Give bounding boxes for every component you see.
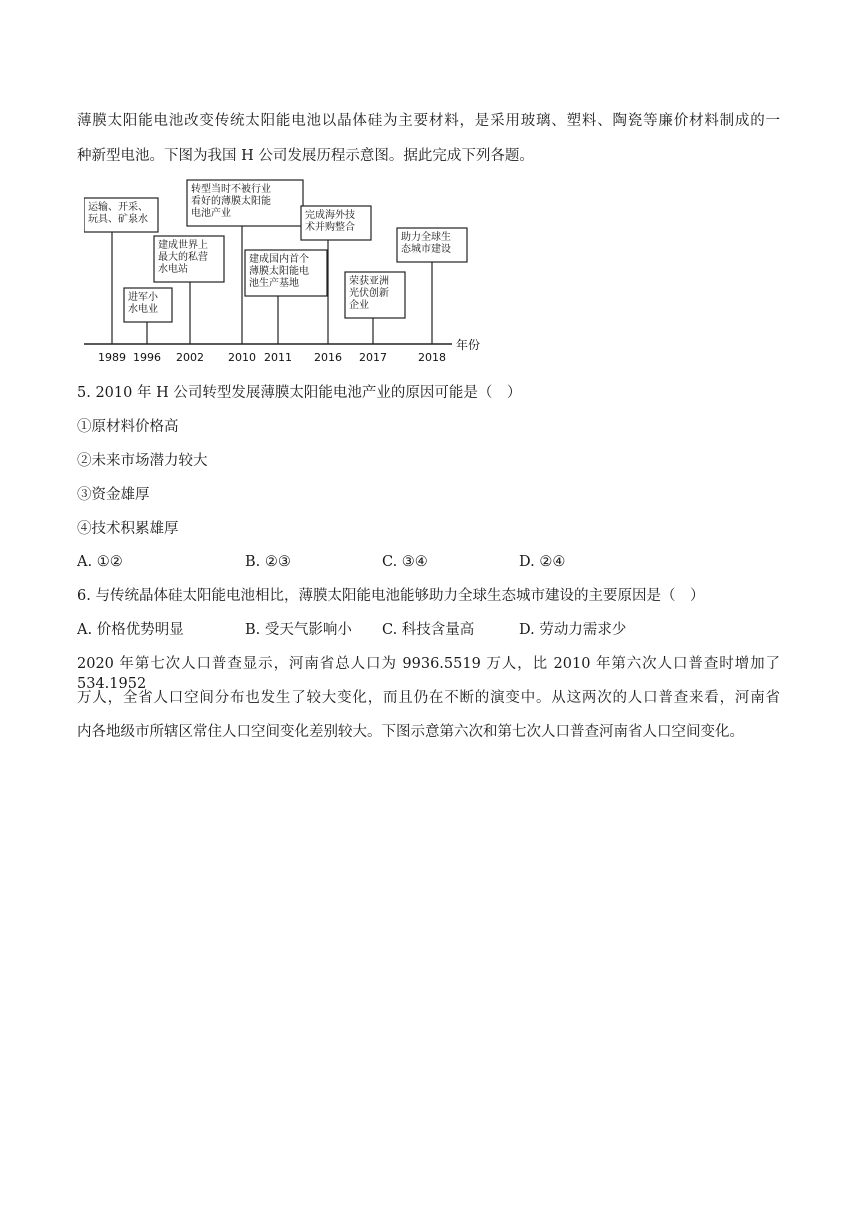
timeline-event-text: 进军小 (128, 292, 158, 303)
q6-option-b[interactable]: B. 受天气影响小 (245, 622, 352, 638)
intro-line-1: 薄膜太阳能电池改变传统太阳能电池以晶体硅为主要材料，是采用玻璃、塑料、陶瓷等廉价材料制成的一 (77, 113, 780, 129)
timeline-year-label: 2002 (176, 351, 204, 364)
q5-option-b[interactable]: B. ②③ (245, 554, 291, 570)
q5-item-2: ②未来市场潜力较大 (77, 453, 208, 469)
timeline-year-label: 2016 (314, 351, 342, 364)
q5-item-3: ③资金雄厚 (77, 487, 150, 503)
timeline-year-label: 1996 (133, 351, 161, 364)
question-6-stem: 6. 与传统晶体硅太阳能电池相比，薄膜太阳能电池能够助力全球生态城市建设的主要原因是（ ） (77, 588, 705, 604)
timeline-event-text: 建成世界上 (158, 240, 208, 251)
intro-line-2: 种新型电池。下图为我国 H 公司发展历程示意图。据此完成下列各题。 (77, 148, 534, 164)
timeline-event-text: 电池产业 (191, 208, 231, 219)
timeline-year-label: 1989 (98, 351, 126, 364)
timeline-event-text: 企业 (349, 300, 369, 311)
company-timeline-diagram (84, 176, 504, 368)
timeline-event-text: 态城市建设 (401, 244, 451, 255)
timeline-year-label: 2010 (228, 351, 256, 364)
timeline-event-text: 水电站 (158, 264, 188, 275)
timeline-year-label: 2018 (418, 351, 446, 364)
timeline-year-label: 2017 (359, 351, 387, 364)
timeline-event-text: 术并购整合 (305, 222, 355, 233)
timeline-event-text: 运输、开采、 (88, 202, 148, 213)
q5-option-a[interactable]: A. ①② (77, 554, 123, 570)
timeline-event-2011 (245, 250, 327, 364)
timeline-event-text: 助力全球生 (401, 232, 451, 243)
q5-option-c[interactable]: C. ③④ (382, 554, 428, 570)
timeline-year-label: 2011 (264, 351, 292, 364)
q5-item-1: ①原材料价格高 (77, 419, 179, 435)
timeline-event-text: 转型当时不被行业 (191, 184, 271, 195)
q6-option-a[interactable]: A. 价格优势明显 (77, 622, 184, 638)
q6-option-d[interactable]: D. 劳动力需求少 (519, 622, 627, 638)
passage-2-line-2: 万人，全省人口空间分布也发生了较大变化，而且仍在不断的演变中。从这两次的人口普查来看，河南省 (77, 690, 780, 706)
timeline-event-text: 建成国内首个 (249, 254, 309, 265)
timeline-axis-unit: 年份 (456, 338, 481, 352)
timeline-event-text: 光伏创新 (349, 288, 389, 299)
timeline-event-2017 (345, 272, 405, 364)
timeline-event-text: 池生产基地 (249, 278, 299, 289)
timeline-event-text: 薄膜太阳能电 (249, 266, 309, 277)
q5-item-4: ④技术积累雄厚 (77, 521, 179, 537)
passage-2-line-3: 内各地级市所辖区常住人口空间变化差别较大。下图示意第六次和第七次人口普查河南省人口空间变化。 (77, 724, 744, 740)
timeline-event-text: 荣获亚洲 (349, 276, 389, 287)
q6-option-c[interactable]: C. 科技含量高 (382, 622, 475, 638)
timeline-event-1996 (124, 288, 172, 364)
timeline-event-text: 看好的薄膜太阳能 (191, 196, 271, 207)
timeline-event-text: 水电业 (128, 304, 158, 315)
timeline-event-text: 完成海外技 (305, 210, 355, 221)
timeline-event-text: 玩具、矿泉水 (88, 214, 148, 225)
timeline-event-text: 最大的私营 (158, 252, 208, 263)
passage-2-line-1: 2020 年第七次人口普查显示，河南省总人口为 9936.5519 万人，比 2010 年第六次人口普查时增加了 534.1952 (77, 656, 780, 692)
q5-option-d[interactable]: D. ②④ (519, 554, 566, 570)
question-5-stem: 5. 2010 年 H 公司转型发展薄膜太阳能电池产业的原因可能是（ ） (77, 385, 522, 401)
